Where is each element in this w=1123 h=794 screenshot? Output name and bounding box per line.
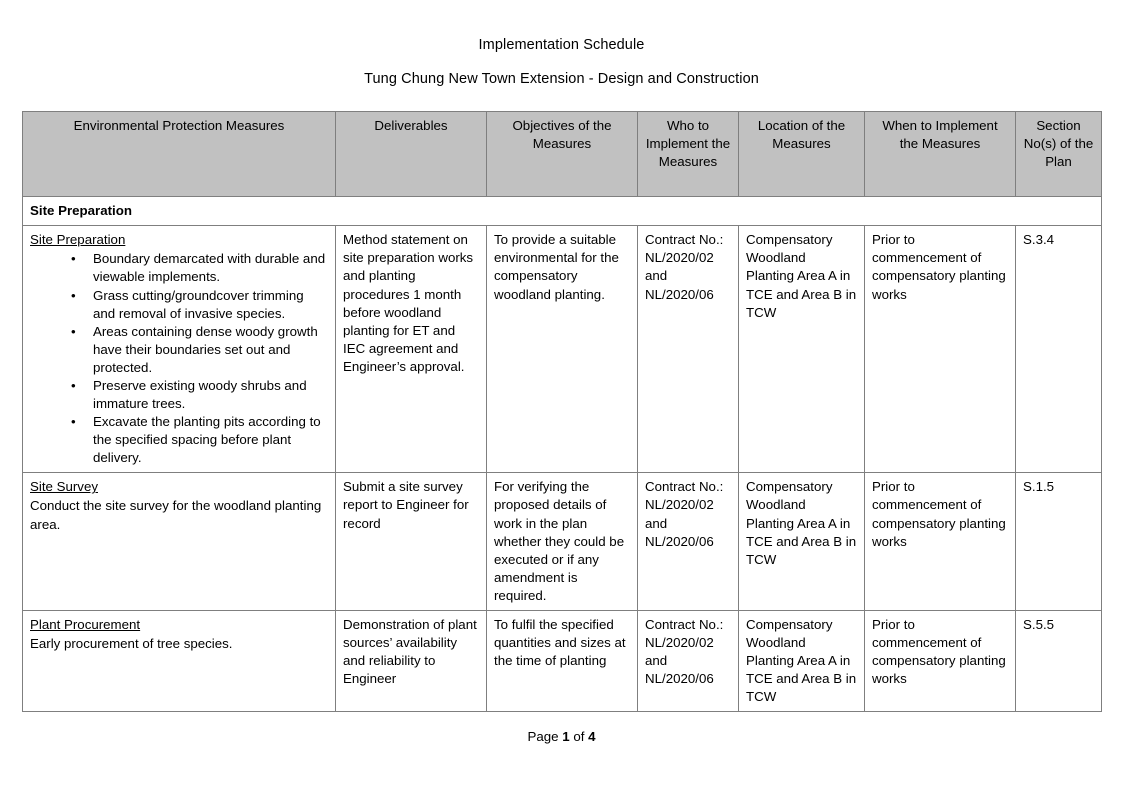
- list-item: • Areas containing dense woody growth have their boundaries set out and protected.: [71, 323, 328, 377]
- cell-who-to-implement: Contract No.: NL/2020/02 and NL/2020/06: [638, 610, 739, 711]
- table-row: [23, 226, 1102, 473]
- column-header-label: Objectives of the Measures: [512, 118, 612, 152]
- cell-measures: [23, 226, 336, 473]
- cell-objectives: For verifying the proposed details of work in the plan whether they could be executed or if any amendment is required.: [487, 473, 638, 611]
- cell-location: Compensatory Woodland Planting Area A in TCE and Area B in TCW: [739, 610, 865, 711]
- cell-deliverables: Method statement on site preparation works and planting procedures 1 month before woodland planting for ET and IEC agreement and Engineer’s approval.: [336, 226, 487, 473]
- document-header: [0, 0, 1123, 88]
- cell-when-to-implement: Prior to commencement of compensatory planting works: [865, 473, 1016, 611]
- section-row-label: Site Preparation: [23, 197, 1102, 226]
- column-header-section-no: [1016, 112, 1102, 197]
- column-header-when-to-implement: [865, 112, 1016, 197]
- cell-location: Compensatory Woodland Planting Area A in TCE and Area B in TCW: [739, 226, 865, 473]
- page-subtitle: Tung Chung New Town Extension - Design and Construction: [364, 71, 759, 88]
- cell-objectives: To fulfil the specified quantities and sizes at the time of planting: [487, 610, 638, 711]
- measure-title: Site Survey: [30, 479, 98, 495]
- section-row-site-preparation: [23, 197, 1102, 226]
- table-row: [23, 610, 1102, 711]
- schedule-table-wrapper: [22, 111, 1101, 712]
- measure-title: Site Preparation: [30, 232, 126, 248]
- column-header-deliverables: [336, 112, 487, 197]
- column-header-label: Section No(s) of the Plan: [1023, 118, 1094, 170]
- column-header-environmental-protection-measures: [23, 112, 336, 197]
- column-header-label: Environmental Protection Measures: [73, 118, 285, 134]
- cell-deliverables: Submit a site survey report to Engineer for record: [336, 473, 487, 611]
- footer-prefix: Page: [527, 729, 563, 745]
- column-header-label: Location of the Measures: [757, 118, 846, 152]
- column-header-who-to-implement: [638, 112, 739, 197]
- cell-when-to-implement: Prior to commencement of compensatory planting works: [865, 226, 1016, 473]
- cell-section-no: S.1.5: [1016, 473, 1102, 611]
- table-header: [23, 112, 1102, 197]
- table-body: [23, 197, 1102, 712]
- footer-total-pages: 4: [588, 729, 596, 745]
- column-header-label: Who to Implement the Measures: [645, 118, 731, 170]
- page-footer: [0, 729, 1123, 744]
- measure-description: Conduct the site survey for the woodland planting area.: [30, 498, 322, 532]
- cell-who-to-implement: Contract No.: NL/2020/02 and NL/2020/06: [638, 473, 739, 611]
- list-item: • Excavate the planting pits according to the specified spacing before plant delivery.: [71, 413, 328, 467]
- measure-bullet-list: [30, 250, 328, 467]
- column-header-objectives: [487, 112, 638, 197]
- cell-objectives: To provide a suitable environmental for the compensatory woodland planting.: [487, 226, 638, 473]
- cell-section-no: S.5.5: [1016, 610, 1102, 711]
- page-title: Implementation Schedule: [478, 37, 645, 53]
- column-header-location: [739, 112, 865, 197]
- footer-current-page: 1: [562, 729, 570, 745]
- cell-measures: [23, 473, 336, 611]
- list-item: • Grass cutting/groundcover trimming and removal of invasive species.: [71, 287, 328, 323]
- cell-section-no: S.3.4: [1016, 226, 1102, 473]
- column-header-label: When to Implement the Measures: [882, 118, 998, 152]
- table-header-row: [23, 112, 1102, 197]
- list-item: • Boundary demarcated with durable and viewable implements.: [71, 250, 328, 286]
- measure-title: Plant Procurement: [30, 616, 141, 632]
- cell-location: Compensatory Woodland Planting Area A in TCE and Area B in TCW: [739, 473, 865, 611]
- footer-middle: of: [569, 729, 589, 745]
- cell-when-to-implement: Prior to commencement of compensatory planting works: [865, 610, 1016, 711]
- column-header-label: Deliverables: [374, 118, 448, 134]
- table-row: [23, 473, 1102, 611]
- list-item: • Preserve existing woody shrubs and immature trees.: [71, 377, 328, 413]
- implementation-schedule-table: [22, 111, 1102, 712]
- cell-measures: [23, 610, 336, 711]
- cell-deliverables: Demonstration of plant sources’ availability and reliability to Engineer: [336, 610, 487, 711]
- measure-description: Early procurement of tree species.: [30, 635, 233, 651]
- cell-who-to-implement: Contract No.: NL/2020/02 and NL/2020/06: [638, 226, 739, 473]
